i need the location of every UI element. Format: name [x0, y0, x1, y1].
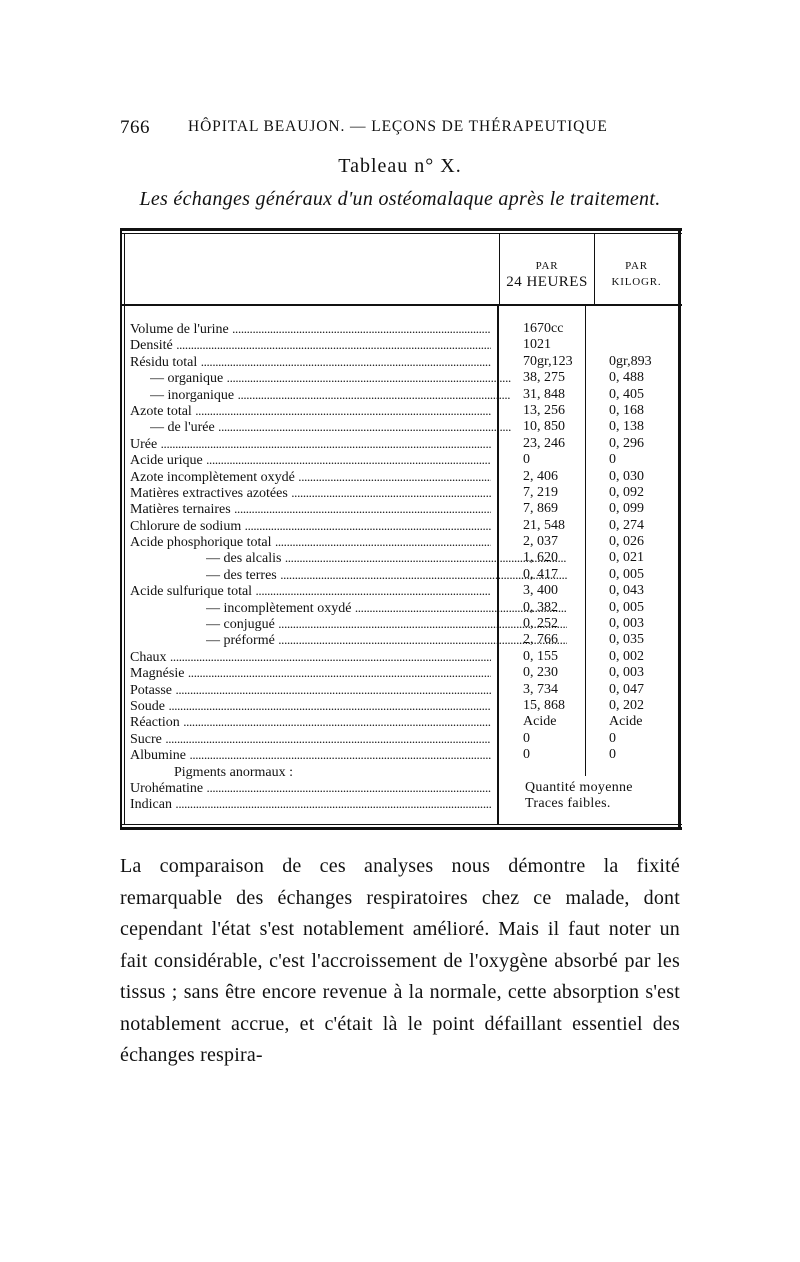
row-label: — incomplètement oxydé — [206, 600, 352, 616]
row-value-kilo: 0, 296 — [609, 435, 644, 451]
row-value-24h: 1670cc — [523, 321, 564, 336]
row-value-kilo: 0, 092 — [609, 484, 644, 500]
table-row — [120, 419, 682, 435]
row-label: Chlorure de sodium — [130, 518, 242, 534]
col-header-per-24h-line2: 24 HEURES — [506, 274, 588, 290]
row-label: Pigments anormaux : — [174, 764, 293, 780]
row-label: — conjugué — [206, 617, 275, 633]
col-header-per-kilo-line2: KILOGR. — [611, 276, 662, 288]
row-value-kilo: 0, 202 — [609, 697, 644, 713]
row-value-merged: Traces faibles. — [525, 796, 611, 812]
row-label: Urée — [130, 436, 158, 452]
row-label: — des terres — [206, 567, 277, 583]
row-value-kilo: 0gr,893 — [609, 353, 652, 369]
col-header-per-24h-line1: PAR — [535, 260, 559, 272]
row-label: Soude — [130, 698, 165, 714]
row-label: Réaction — [130, 715, 180, 731]
table-row — [120, 583, 682, 599]
row-value-kilo: 0, 030 — [609, 468, 644, 484]
row-value-kilo: Acide — [609, 714, 643, 730]
row-value-24h: 70gr,123 — [523, 353, 573, 369]
row-label: Densité — [130, 338, 173, 354]
table-body — [120, 321, 682, 813]
row-value-24h: 0, 417 — [523, 566, 558, 582]
row-value-kilo: 0 — [609, 452, 616, 468]
table-row — [120, 714, 682, 730]
body-paragraph — [120, 851, 680, 1072]
row-value-24h: 0 — [523, 730, 530, 746]
row-value-kilo: 0, 099 — [609, 501, 644, 517]
row-value-24h: 0 — [523, 452, 530, 468]
row-value-kilo: 0 — [609, 747, 616, 763]
table-row — [120, 632, 682, 648]
row-value-24h: 31, 848 — [523, 386, 565, 402]
row-value-24h: 21, 548 — [523, 517, 565, 533]
data-table — [120, 228, 682, 831]
row-value-24h: 1, 620 — [523, 550, 558, 566]
row-label: Sucre — [130, 731, 162, 747]
row-value-24h: 15, 868 — [523, 697, 565, 713]
table-row — [120, 780, 682, 796]
row-value-24h: 0, 252 — [523, 616, 558, 632]
table-row — [120, 485, 682, 501]
col-header-per-kilo — [595, 258, 678, 290]
table-row — [120, 321, 682, 337]
table-row — [120, 469, 682, 485]
row-value-24h: 0, 382 — [523, 599, 558, 615]
running-title: HÔPITAL BEAUJON. — LEÇONS DE THÉRAPEUTIQUE — [188, 118, 608, 135]
table-row — [120, 600, 682, 616]
table-row — [120, 796, 682, 812]
row-value-kilo: 0, 405 — [609, 386, 644, 402]
row-value-kilo: 0, 168 — [609, 402, 644, 418]
row-label: Matières extractives azotées — [130, 485, 288, 501]
row-value-kilo: 0, 138 — [609, 419, 644, 435]
row-value-24h: 23, 246 — [523, 435, 565, 451]
col-header-per-24h — [500, 258, 594, 290]
row-label: Magnésie — [130, 666, 185, 682]
table-row — [120, 518, 682, 534]
row-label: Matières ternaires — [130, 502, 231, 518]
row-value-24h: 2, 766 — [523, 632, 558, 648]
paragraph-text: La comparaison de ces analyses nous démontre la fixité remarquable des échanges respiratoires chez ce malade, dont cependant l'état s'est notablement amélioré. Mais il faut noter un fait considérable, c'est l'accroissement de l'oxygène absorbé par les tissus ; sans être encore revenue à la normale, cette absorption s'est notablement accrue, et c'était là le point défaillant essentiel des échanges respira- — [120, 855, 680, 1066]
row-label: Urohématine — [130, 780, 204, 796]
row-value-24h: 2, 037 — [523, 534, 558, 550]
table-row — [120, 452, 682, 468]
row-label: — des alcalis — [206, 551, 282, 567]
table-row — [120, 698, 682, 714]
row-label: Acide sulfurique total — [130, 584, 253, 600]
table-row — [120, 550, 682, 566]
row-value-24h: 0, 155 — [523, 648, 558, 664]
row-value-24h: 0, 230 — [523, 665, 558, 681]
table-row — [120, 567, 682, 583]
table-title: Tableau n° X. — [338, 155, 462, 177]
table-row — [120, 665, 682, 681]
row-value-kilo: 0, 026 — [609, 534, 644, 550]
row-value-kilo: 0, 005 — [609, 599, 644, 615]
table-top-rule — [120, 228, 682, 231]
table-row — [120, 682, 682, 698]
table-row — [120, 354, 682, 370]
table-row — [120, 731, 682, 747]
row-label: Acide urique — [130, 453, 203, 469]
row-label: Indican — [130, 797, 172, 813]
page-number: 766 — [120, 117, 150, 138]
row-label: Azote total — [130, 403, 192, 419]
row-label: Résidu total — [130, 354, 198, 370]
row-value-kilo: 0 — [609, 730, 616, 746]
row-label: Albumine — [130, 748, 186, 764]
table-row — [120, 387, 682, 403]
row-value-kilo: 0, 488 — [609, 370, 644, 386]
row-value-24h: Acide — [523, 714, 557, 730]
row-value-24h: 7, 219 — [523, 484, 558, 500]
row-value-24h: 13, 256 — [523, 402, 565, 418]
row-value-kilo: 0, 043 — [609, 583, 644, 599]
table-row — [120, 616, 682, 632]
row-value-24h: 1021 — [523, 337, 551, 353]
row-label: — inorganique — [150, 387, 235, 403]
row-value-24h: 2, 406 — [523, 468, 558, 484]
row-value-kilo: 0, 274 — [609, 517, 644, 533]
row-value-24h: 10, 850 — [523, 419, 565, 435]
row-label: Acide phosphorique total — [130, 535, 272, 551]
table-row — [120, 747, 682, 763]
row-value-kilo: 0, 003 — [609, 616, 644, 632]
row-value-kilo: 0, 003 — [609, 665, 644, 681]
col-header-per-kilo-line1: PAR — [625, 260, 648, 272]
row-label: — de l'urée — [150, 420, 215, 436]
table-row — [120, 501, 682, 517]
table-bottom-rule — [120, 827, 682, 830]
table-row — [120, 649, 682, 665]
row-value-kilo: 0, 035 — [609, 632, 644, 648]
row-label: Volume de l'urine — [130, 322, 229, 337]
row-value-kilo: 0, 005 — [609, 566, 644, 582]
row-value-24h: 0 — [523, 747, 530, 763]
row-value-kilo: 0, 021 — [609, 550, 644, 566]
row-label: — préformé — [206, 633, 275, 649]
table-row — [120, 534, 682, 550]
table-row — [120, 403, 682, 419]
table-row — [120, 764, 682, 780]
row-value-merged: Quantité moyenne — [525, 779, 633, 795]
header-rule — [120, 304, 682, 306]
table-row — [120, 337, 682, 353]
row-label: Potasse — [130, 682, 172, 698]
table-row — [120, 370, 682, 386]
row-value-kilo: 0, 002 — [609, 648, 644, 664]
row-value-24h: 3, 400 — [523, 583, 558, 599]
row-label: — organique — [150, 371, 224, 387]
table-subtitle: Les échanges généraux d'un ostéomalaque après le traitement. — [139, 188, 661, 210]
row-label: Azote incomplètement oxydé — [130, 469, 295, 485]
table-bottom-rule-thin — [120, 824, 682, 825]
row-value-24h: 38, 275 — [523, 370, 565, 386]
row-value-24h: 3, 734 — [523, 681, 558, 697]
table-row — [120, 436, 682, 452]
row-value-24h: 7, 869 — [523, 501, 558, 517]
row-value-kilo: 0, 047 — [609, 681, 644, 697]
row-label: Chaux — [130, 649, 167, 665]
table-top-rule-thin — [120, 233, 682, 234]
